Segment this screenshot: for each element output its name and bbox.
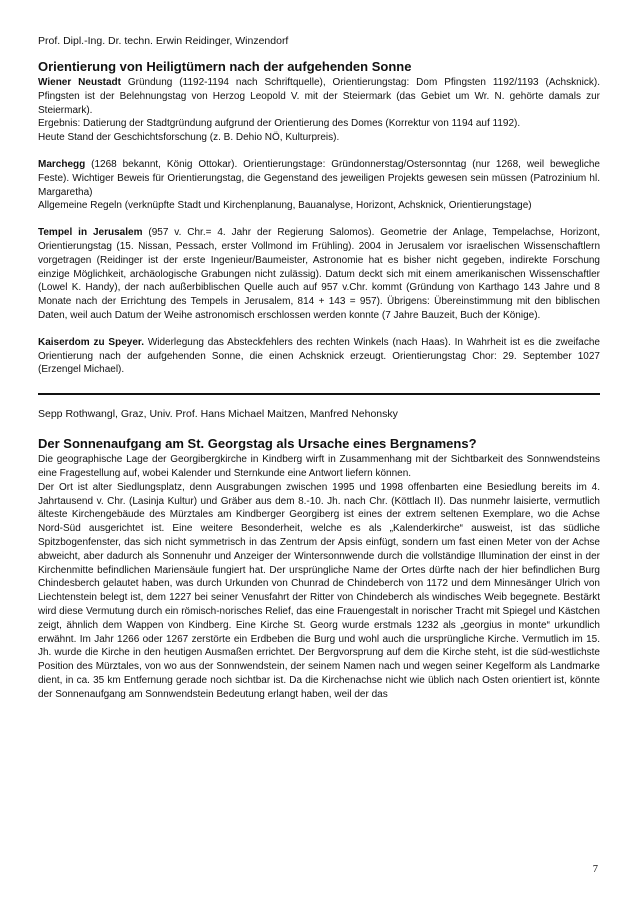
spacer [38, 323, 600, 336]
paragraph-wiener-neustadt [38, 76, 600, 117]
label-wiener-neustadt: Wiener Neustadt [38, 77, 121, 88]
paragraph-tempel [38, 226, 600, 323]
text-tempel: (957 v. Chr.= 4. Jahr der Regierung Salomos). Geometrie der Anlage, Tempelachse, Horizont, Orientierungstag (15. Nissan, Pessach, erster Vollmond im Frühling). 2004 in Jerusalem vor israelischen Wissenschaftlern vorgetragen (Reidinger ist der erste Ingenieur/Baumeister, Astronomie hat es bisher nicht gegeben, indirekte Forschung einzige Möglichkeit, archäologische Grabungen nicht zulässig). Datum deckt sich mit einem amerikanischen Wissenschaftler (Lowel K. Handy), der nach außerbiblischen Quelle auch auf 957 v.Chr. kommt (Gründung von Karthago 143 Jahre und 8 Monate nach der Errichtung des Tempels in Jerusalem, 814 + 143 = 957). Übrigens: Übereinstimmung mit den biblischen Daten, weil auch Datum der Weihe astronomisch erschlossen werden konnte (7 Jahre Bauzeit, Buch der Könige). [38, 227, 600, 321]
paragraph-ergebnis: Ergebnis: Datierung der Stadtgründung aufgrund der Orientierung des Domes (Korrektur von 1194 auf 1192). [38, 118, 521, 130]
label-speyer: Kaiserdom zu Speyer. [38, 336, 144, 348]
paragraph-stand: Heute Stand der Geschichtsforschung (z. B. Dehio NÖ, Kulturpreis). [38, 132, 340, 144]
spacer [38, 145, 600, 158]
author-line-2: Sepp Rothwangl, Graz, Univ. Prof. Hans Michael Maitzen, Manfred Nehonsky [38, 408, 398, 421]
heading-sonnenaufgang: Der Sonnenaufgang am St. Georgstag als Ursache eines Bergnamens? [38, 436, 477, 452]
text-speyer: Widerlegung das Absteckfehlers des rechten Winkels (nach Haas). In Wahrheit ist es die zweifache Orientierung nach der aufgehenden Sonne, die einen Achsknick erzeugt. Orientierungstag Chor: 29. September 1027 (Erzengel Michael). [38, 336, 600, 376]
section-divider [38, 393, 600, 395]
text-wiener-neustadt: Gründung (1192-1194 nach Schriftquelle), Orientierungstag: Dom Pfingsten 1192/1193 (Achsknick). Pfingsten ist der Belehnungstag von Herzog Leopold V. mit der Steiermark (das Gebiet um Wr. N. gehörte damals zur Steiermark). [38, 77, 600, 116]
document-page [38, 34, 600, 701]
text-marchegg: (1268 bekannt, König Ottokar). Orientierungstage: Gründonnerstag/Ostersonntag (nur 1268, weil bewegliche Feste). Wichtiger Beweis für Orientierungstag, die Gegenstand des jeweiligen Projekts gewesen sein müssen (Patrozinium hl. Margaretha) [38, 158, 600, 198]
paragraph-allgemeine-regeln: Allgemeine Regeln (verknüpfte Stadt und Kirchenplanung, Bauanalyse, Horizont, Achsknick, Orientierungstage) [38, 200, 532, 212]
paragraph-intro: Die geographische Lage der Georgibergkirche in Kindberg wirft in Zusammenhang mit der Sichtbarkeit des Sonnwendsteins eine Fragestellung auf, wobei Kalender und Sternkunde eine Antwort liefern können. [38, 454, 600, 479]
label-marchegg: Marchegg [38, 158, 86, 170]
paragraph-marchegg [38, 158, 600, 199]
page-number: 7 [592, 864, 598, 875]
author-line-1: Prof. Dipl.-Ing. Dr. techn. Erwin Reidinger, Winzendorf [38, 35, 289, 47]
label-tempel: Tempel in Jerusalem [38, 227, 143, 239]
paragraph-speyer [38, 336, 600, 377]
spacer [38, 213, 600, 226]
paragraph-main: Der Ort ist alter Siedlungsplatz, denn Ausgrabungen zwischen 1995 und 1998 offenbarten eine Besiedlung bereits im 4. Jahrtausend v. Chr. (Lasinja Kultur) und Gräber aus dem 8.-10. Jh. nach Chr. (Köttlach II). Das nunmehr laisierte, vermutlich älteste Kirchengebäude des Mürztales am Kindberger Georgiberg ist eines der extrem seltenen Exemplare, wo die Achse Nord-Süd ausgerichtet ist. Eine weitere Besonderheit, welche es als „Kalenderkirche“ ausweist, ist das südliche Spitzbogenfenster, das sich nicht symmetrisch in das Zentrum der Apsis einfügt, sondern um fast einen Meter von der Achse abweicht, aber dadurch als Sonnenuhr und Anzeiger der Wintersonnwende durch die vollständige Illumination der einst in der Kirchenmitte befindlichen Mariensäule fungiert hat. Der ursprüngliche Name der Ortes dürfte nach der hier befindlichen Burg Chindesberch gelautet haben, was durch Urkunden von Chunrad de Chindeberch von 1172 und dem Minnesänger Ulrich von Liechtenstein belegt ist, dem 1227 bei seiner Venusfahrt der Ritter von Chindeberch als windisches Weib begegnete. Bestärkt wird diese Vermutung durch ein römisch-norisches Relief, das eine Frauengestalt in norischer Tracht mit Spiegel und Kästchen zeigt, ähnlich dem Wappen von Kindberg. Eine Kirche St. Georg wurde erstmals 1232 als „georgius in monte“ urkundlich erwähnt. Im Jahr 1266 oder 1267 zerstörte ein Erdbeben die Burg und wohl auch die ursprüngliche Kirche. Vermutlich im 15. Jh. wurde die Kirche in den heutigen Ausmaßen errichtet. Der Bergvorsprung auf dem die Kirche steht, ist die süd-westlichste Position des Mürztales, von wo aus der Sonnwendstein, der seinem Namen nach und wegen seiner Kegelform als Landmarke dient, in ca. 35 km Entfernung gerade noch sichtbar ist. Da die Kirchenachse nicht wie üblich nach Osten orientiert ist, könnte der Sonnenaufgang am Sonnwendstein Bedeutung erlangt haben, weil der das [38, 481, 600, 700]
heading-orientierung: Orientierung von Heiligtümern nach der aufgehenden Sonne [38, 59, 412, 74]
